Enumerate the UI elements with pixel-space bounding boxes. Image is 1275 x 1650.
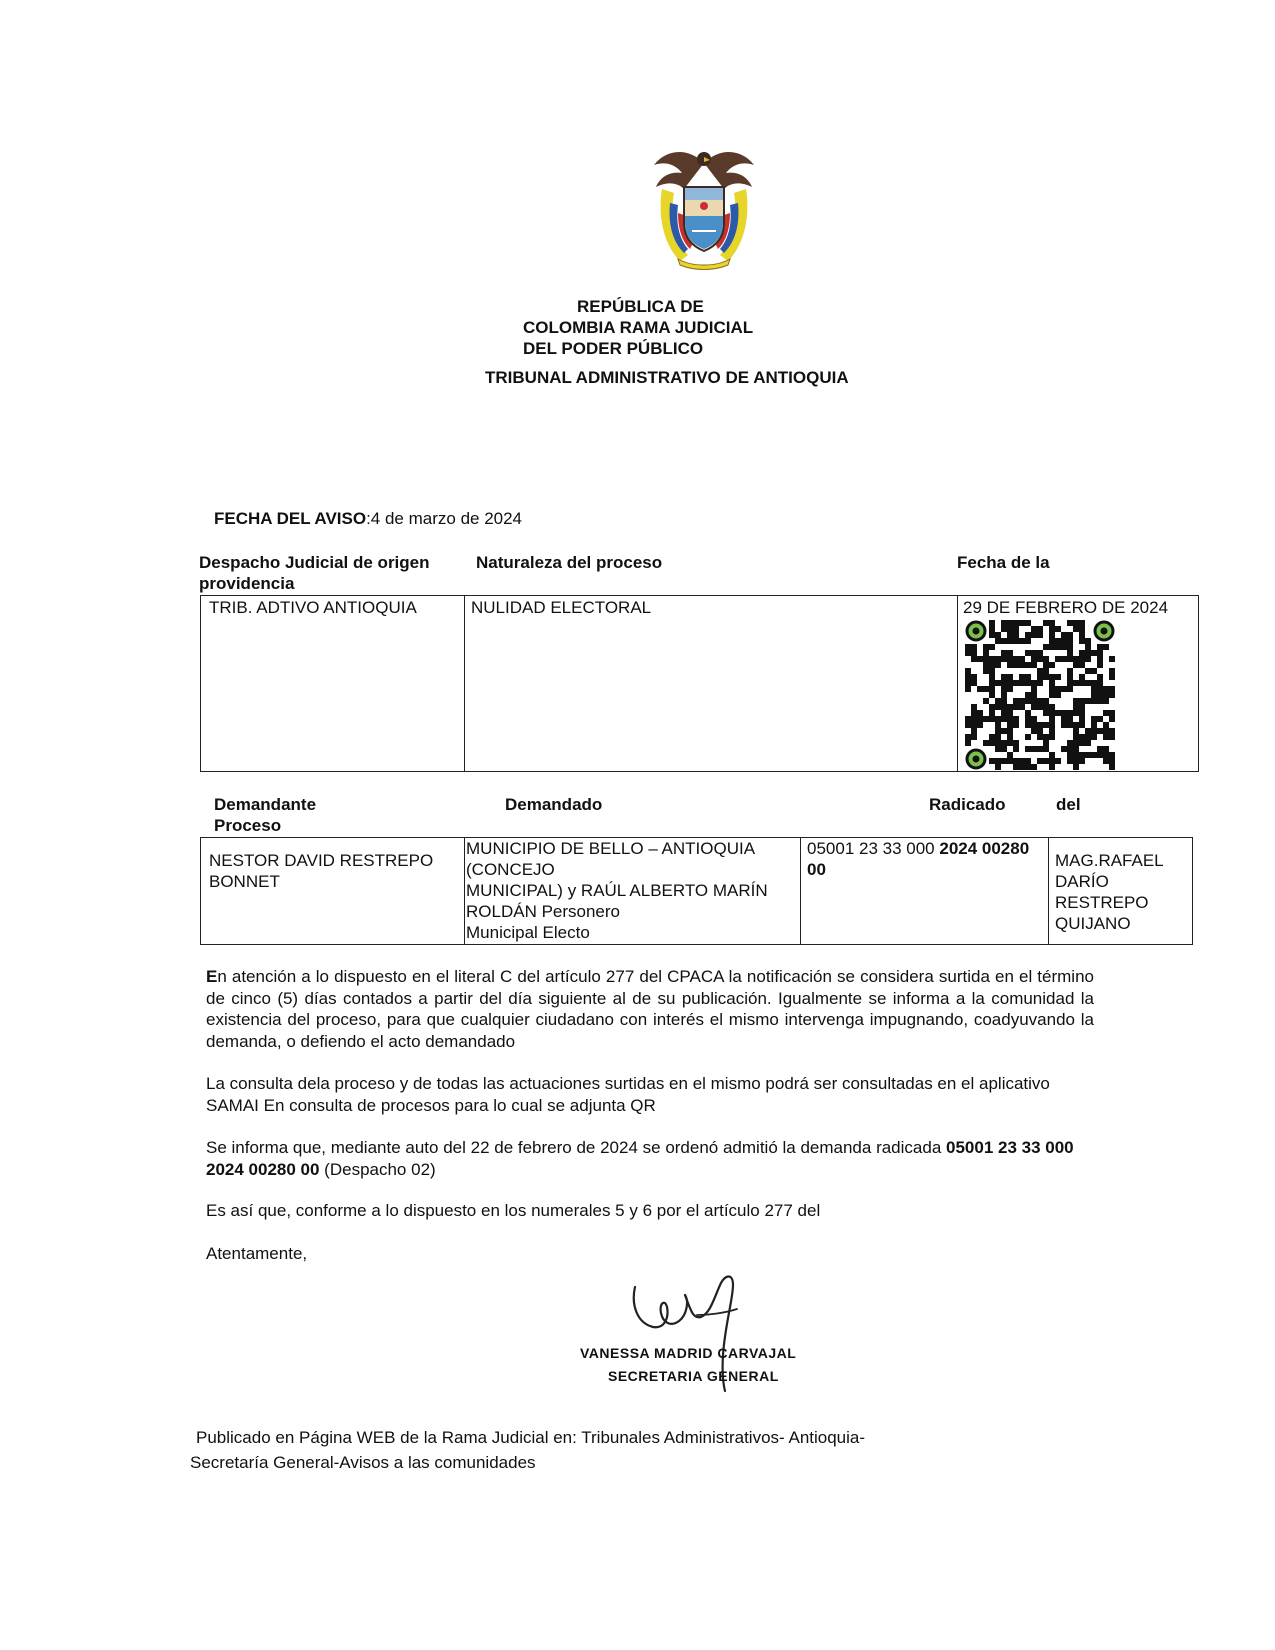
ponente-line: QUIJANO [1055, 914, 1131, 933]
header-proceso: Proceso [214, 816, 282, 835]
header-naturaleza: Naturaleza del proceso [476, 553, 663, 572]
ponente-line: DARÍO [1055, 872, 1109, 891]
radicado-bold-end: 00 [807, 860, 826, 879]
cell-demandado [466, 838, 768, 943]
paragraph-notification-text: n atención a lo dispuesto en el literal C del artículo 277 del CPACA la notificación se considera surtida en el término de cinco (5) días contados a partir del día siguiente al de su publicación. Igualmente se informa a la comunidad la existencia del proceso, para que cualquier ciudadano con interés el mismo intervenga impugnando, coadyuvando la demanda, o defiendo el acto demandado [206, 967, 1094, 1051]
demandado-line: MUNICIPIO DE BELLO – ANTIOQUIA [466, 839, 756, 858]
cell-despacho: TRIB. ADTIVO ANTIOQUIA [209, 598, 417, 617]
footer-publication: Publicado en Página WEB de la Rama Judicial en: Tribunales Administrativos- Antioquia- [196, 1428, 866, 1447]
ponente-line: RESTREPO [1055, 893, 1149, 912]
cell-demandante [209, 850, 433, 892]
paragraph-auto [206, 1137, 1094, 1180]
coat-of-arms-seal [648, 143, 760, 273]
header-fecha: Fecha de la [957, 553, 1050, 572]
notice-date-value: :4 de marzo de 2024 [366, 509, 523, 528]
radicado-plain: 05001 23 33 000 [807, 839, 940, 858]
signatory-title: SECRETARIA GENERAL [608, 1368, 779, 1384]
header-demandante: Demandante [214, 795, 317, 814]
paragraph-consulta: La consulta dela proceso y de todas las actuaciones surtidas en el mismo podrá ser consultadas en el aplicativo SAMAI En consulta de procesos para lo cual se adjunta QR [206, 1074, 1050, 1115]
header-demandado: Demandado [505, 795, 603, 814]
cell-fecha: 29 DE FEBRERO DE 2024 [963, 598, 1169, 617]
header-del: del [1056, 795, 1081, 814]
drop-letter: E [206, 967, 218, 986]
qr-code[interactable] [965, 620, 1117, 770]
radicado-bold: 2024 00280 [939, 839, 1030, 858]
header-despacho: Despacho Judicial de origen [199, 553, 430, 572]
footer-publication-cont: Secretaría General-Avisos a las comunidades [190, 1453, 536, 1472]
notice-date [214, 509, 522, 529]
header-tribunal: TRIBUNAL ADMINISTRATIVO DE ANTIOQUIA [485, 368, 849, 387]
header-republica: REPÚBLICA DE [577, 297, 704, 316]
ponente-line: MAG.RAFAEL [1055, 851, 1164, 870]
demandado-line: Municipal Electo [466, 923, 590, 942]
closing: Atentamente, [206, 1244, 308, 1263]
paragraph-notification [206, 966, 1094, 1052]
paragraph-conforme: Es así que, conforme a lo dispuesto en los numerales 5 y 6 por el artículo 277 del [206, 1201, 821, 1220]
demandante-line: NESTOR DAVID RESTREPO [209, 851, 434, 870]
header-radicado: Radicado [929, 795, 1006, 814]
cell-radicado [807, 838, 1029, 880]
notice-date-label: FECHA DEL AVISO [214, 509, 367, 528]
header-rama-judicial: COLOMBIA RAMA JUDICIAL [523, 318, 754, 337]
demandado-line: (CONCEJO [466, 860, 555, 879]
cell-naturaleza: NULIDAD ELECTORAL [471, 598, 652, 617]
demandado-line: MUNICIPAL) y RAÚL ALBERTO MARÍN [466, 881, 768, 900]
header-providencia: providencia [199, 574, 295, 593]
demandado-line: ROLDÁN Personero [466, 902, 621, 921]
header-poder-publico: DEL PODER PÚBLICO [523, 339, 704, 358]
auto-radicado: 05001 23 33 000 2024 00280 00 [206, 1138, 1074, 1179]
demandante-line: BONNET [209, 872, 280, 891]
auto-text: Se informa que, mediante auto del 22 de febrero de 2024 se ordenó admitió la demanda radicada [206, 1138, 946, 1157]
signatory-name: VANESSA MADRID CARVAJAL [580, 1345, 797, 1361]
auto-despacho: (Despacho 02) [319, 1159, 436, 1179]
cell-ponente [1055, 850, 1164, 934]
